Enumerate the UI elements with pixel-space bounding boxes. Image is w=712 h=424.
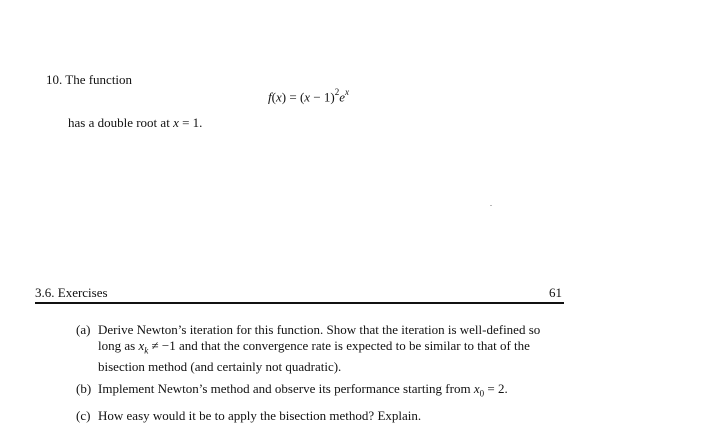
header-rule (35, 302, 564, 304)
part-a-line1: Derive Newton’s iteration for this function. Show that the iteration is well-defined so (98, 322, 541, 337)
section-header: 3.6. Exercises (35, 285, 108, 300)
formula-e: e (339, 89, 346, 105)
part-b-label: (b) (76, 381, 92, 397)
formula-e-exponent: x (345, 87, 350, 97)
part-a-line2: long as $x_k \ne -1$ and that the convergence rate is expected to be similar to that of the (98, 337, 530, 356)
part-c-text: How easy would it be to apply the bisection method? Explain. (98, 408, 422, 424)
formula-equals: = (286, 89, 300, 105)
exercise-number-line: 10. The function (46, 72, 133, 87)
page-number: 61 (549, 285, 562, 300)
part-b-text: Implement Newton’s method and observe its performance starting from $x_0 = 2$. (98, 381, 508, 399)
formula-f: f (268, 89, 272, 105)
part-b (76, 381, 564, 402)
function-formula (268, 88, 349, 105)
part-c (76, 408, 564, 424)
double-root-sentence: has a double root at x = 1. (68, 115, 203, 130)
part-c-label: (c) (76, 408, 91, 424)
scan-speck (490, 205, 492, 206)
exercise-parts (76, 322, 564, 424)
formula-exponent: 2 (334, 87, 340, 97)
formula-arg: (x) (271, 89, 287, 105)
part-a-label: (a) (76, 322, 91, 337)
formula-base: (x − 1) (299, 89, 335, 105)
part-a (76, 322, 564, 374)
part-a-line3: bisection method (and certainly not quadratic). (98, 358, 342, 374)
